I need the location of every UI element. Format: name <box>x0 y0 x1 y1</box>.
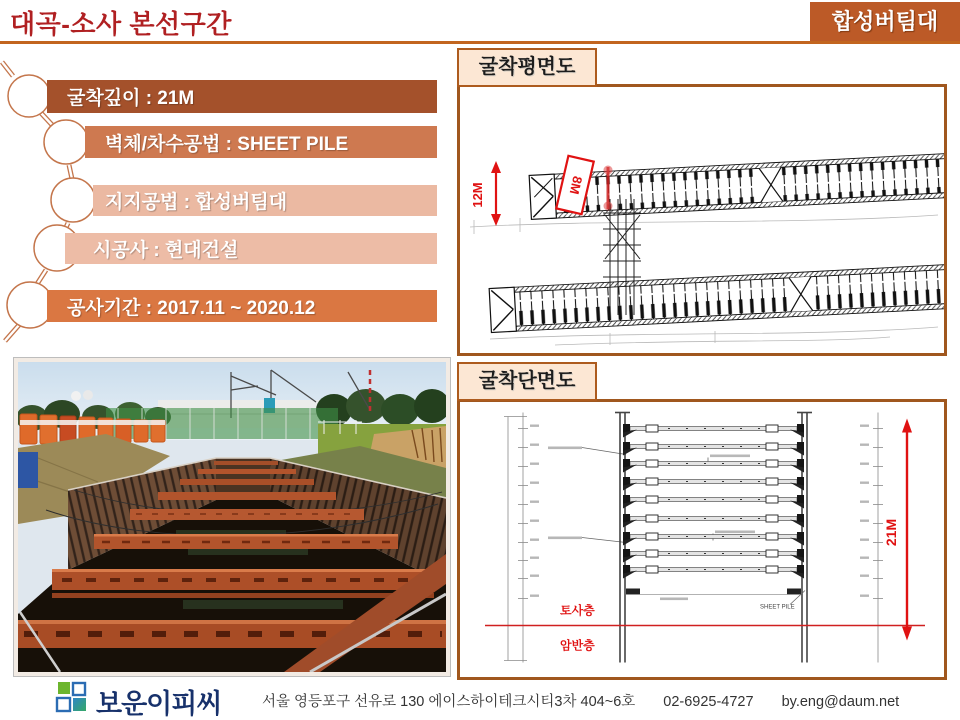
company-logo-text: 보운이피씨 <box>96 689 222 719</box>
section-panel-title: 굴착단면도 <box>457 362 597 401</box>
info-bar-depth <box>47 80 437 113</box>
pile-note: SHEET PILE <box>760 604 795 611</box>
info-bar-label: 지지공법 : 합성버팀대 <box>105 192 288 213</box>
base-sill <box>626 589 801 595</box>
info-bar-label: 공사기간 : 2017.11 ~ 2020.12 <box>67 297 316 319</box>
company-email: by.eng@daum.net <box>781 694 900 710</box>
info-bar-support-method <box>93 185 437 216</box>
info-bar-wall-method <box>85 126 437 158</box>
info-bar-label: 시공사 : 현대건설 <box>93 240 239 261</box>
footer-contact <box>262 690 927 711</box>
company-logo-icon <box>55 681 89 715</box>
plan-dim-12m <box>470 161 501 226</box>
method-badge: 합성버팀대 <box>810 2 960 41</box>
site-photo <box>14 358 450 676</box>
rock-layer-label: 암반층 <box>560 638 595 653</box>
info-bar-contractor <box>65 233 437 264</box>
plan-panel-title: 굴착평면도 <box>457 48 597 87</box>
chain-circle <box>44 120 88 164</box>
soil-layer-label: 토사층 <box>560 603 595 618</box>
strut-rows <box>623 424 804 579</box>
site-photo-illustration <box>18 362 446 672</box>
section-drawing <box>460 402 944 677</box>
svg-text:21M: 21M <box>883 518 899 547</box>
info-bar-period <box>47 290 437 322</box>
svg-text:8M: 8M <box>566 174 586 196</box>
header-rule <box>0 41 960 44</box>
svg-text:12M: 12M <box>470 182 485 208</box>
plan-panel <box>457 84 947 356</box>
page-title: 대곡-소사 본선구간 <box>10 9 232 39</box>
section-panel <box>457 399 947 680</box>
section-dim-21m <box>883 419 912 641</box>
lower-excavation-band <box>489 264 944 332</box>
info-bar-label: 벽체/차수공법 : SHEET PILE <box>105 133 349 155</box>
company-address: 서울 영등포구 선유로 130 에이스하이테크시티3차 404~6호 <box>262 694 636 710</box>
chain-circle <box>51 178 95 222</box>
info-bar-label: 굴착깊이 : 21M <box>67 88 195 109</box>
company-phone: 02-6925-4727 <box>663 694 754 710</box>
chain-circle <box>8 75 50 117</box>
plan-drawing <box>460 87 944 353</box>
